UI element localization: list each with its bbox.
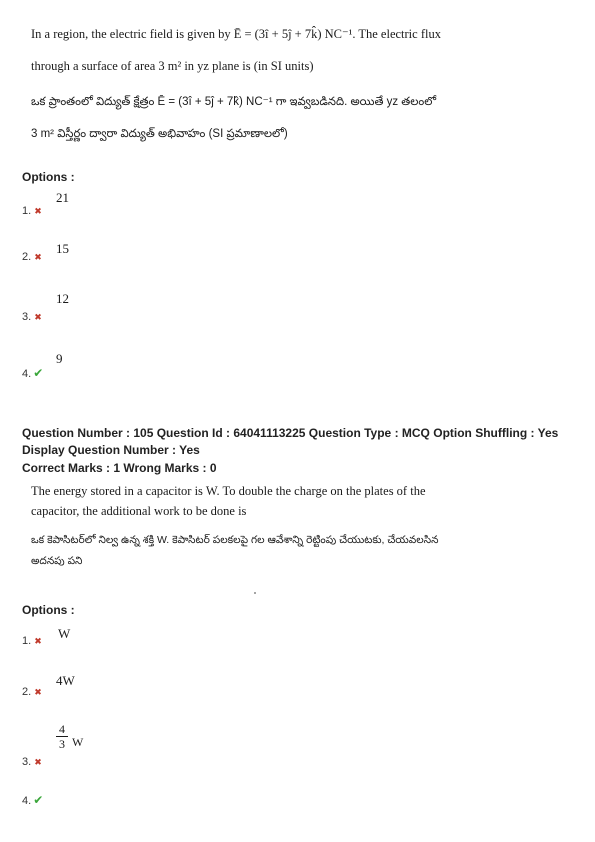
fraction-denominator: 3	[59, 737, 65, 751]
wrong-icon: ✖	[34, 757, 42, 767]
stray-dot	[254, 592, 256, 594]
wrong-icon: ✖	[34, 636, 42, 646]
question-105-text-line-1: The energy stored in a capacitor is W. To double the charge on the plates of the	[31, 484, 426, 498]
option-3-unit: W	[72, 735, 84, 749]
correct-check-icon: ✔	[33, 793, 44, 807]
question-105-meta-line-1: Question Number : 105 Question Id : 64041113225 Question Type : MCQ Option Shuffling : Yes	[22, 426, 559, 440]
option-4-number: 4. ✔	[22, 366, 44, 380]
options-label-104: Options :	[22, 170, 75, 184]
option-3-fraction	[56, 723, 68, 750]
wrong-icon: ✖	[34, 206, 42, 216]
option-3-number: 3. ✖	[22, 756, 42, 768]
question-104-telugu-line-2: 3 m² విస్తీర్ణం ద్వారా విద్యుత్ అభివాహం (SI ప్రమాణాలలో)	[31, 128, 288, 140]
option-1-number: 1. ✖	[22, 635, 42, 647]
question-105-meta-line-3: Correct Marks : 1 Wrong Marks : 0	[22, 461, 217, 475]
question-105-telugu-line-2: అదనపు పని	[31, 555, 83, 567]
option-1-number: 1. ✖	[22, 205, 42, 217]
option-2-value: 15	[56, 241, 69, 256]
option-4-value: 9	[56, 351, 63, 366]
question-105-text-line-2: capacitor, the additional work to be done is	[31, 504, 247, 518]
question-104-telugu-line-1: ఒక ప్రాంతంలో విద్యుత్ క్షేత్రం Ē = (3î + 5ĵ + 7k̂) NC⁻¹ గా ఇవ్వబడినది. అయితే yz తలంలో	[31, 96, 437, 108]
question-104-text-line-1: In a region, the electric field is given by Ē = (3î + 5ĵ + 7k̂) NC⁻¹. The electric flux	[31, 27, 441, 41]
option-2-number: 2. ✖	[22, 686, 42, 698]
option-4-number: 4. ✔	[22, 793, 44, 807]
fraction-numerator: 4	[59, 722, 65, 736]
wrong-icon: ✖	[34, 687, 42, 697]
option-2-value: 4W	[56, 673, 75, 688]
option-2-number: 2. ✖	[22, 251, 42, 263]
option-3-value: 12	[56, 291, 69, 306]
option-1-value: 21	[56, 190, 69, 205]
option-3-number: 3. ✖	[22, 311, 42, 323]
options-label-105: Options :	[22, 603, 75, 617]
question-105-telugu-line-1: ఒక కెపాసిటర్‌లో నిల్వ ఉన్న శక్తి W. కెపాసిటర్ పలకలపై గల ఆవేశాన్ని రెట్టింపు చేయుటకు, చేయవలసిన	[31, 534, 439, 546]
option-1-value: W	[58, 626, 71, 641]
question-105-meta-line-2: Display Question Number : Yes	[22, 443, 200, 457]
wrong-icon: ✖	[34, 252, 42, 262]
wrong-icon: ✖	[34, 312, 42, 322]
question-104-text-line-2: through a surface of area 3 m² in yz plane is (in SI units)	[31, 59, 314, 73]
correct-check-icon: ✔	[33, 366, 44, 380]
